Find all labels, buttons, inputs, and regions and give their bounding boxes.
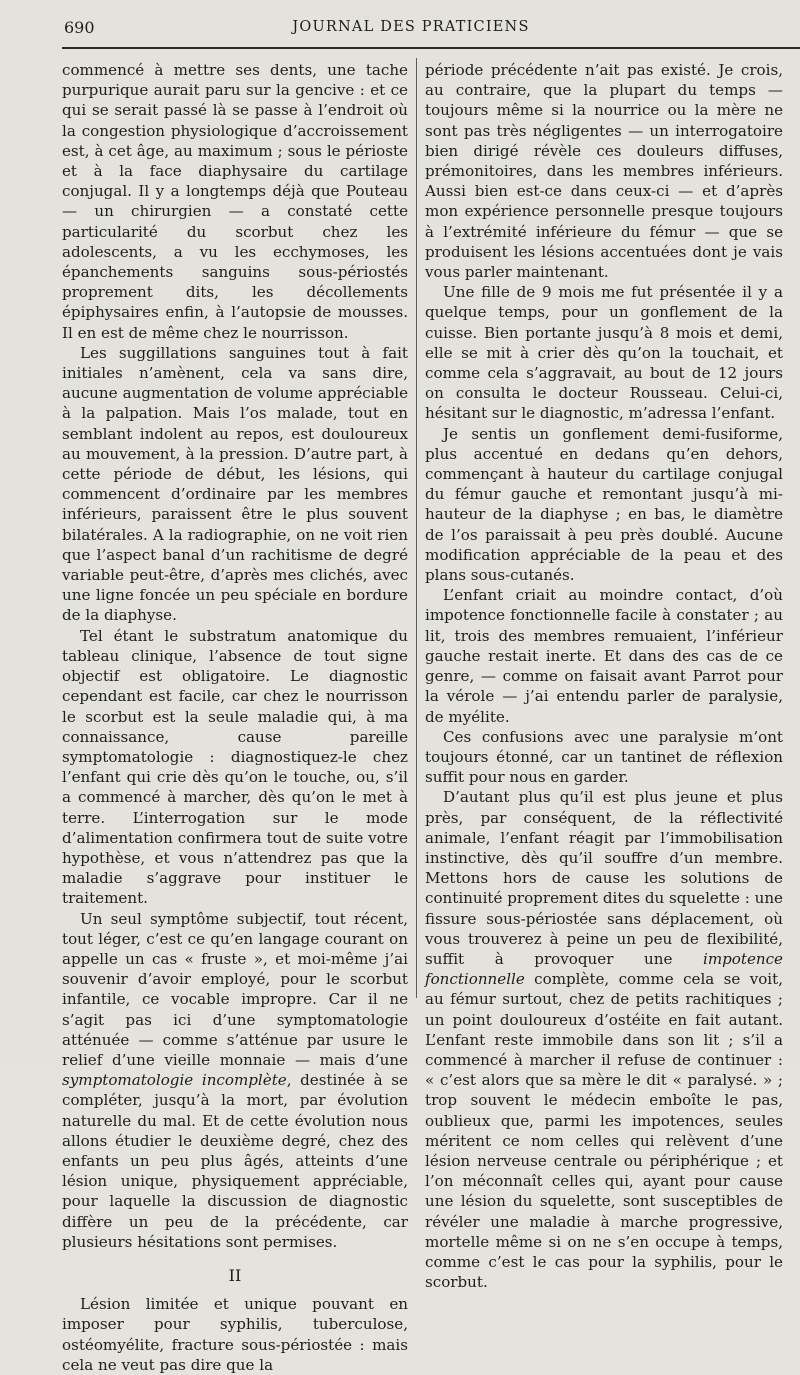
text-run: Un seul symptôme subjectif, tout récent, tout léger, c’est ce qu’en langage courant on appelle un cas « fruste », et moi-même j’ai souvenir d’avoir employé, pour le scorbut infantile, ce vocable impropre. Car il ne s’agit pas ici d’une symptomatologie atténuée — comme s’atténue par usure le relief d’une vieille monnaie — mais d’une	[62, 909, 408, 1069]
paragraph: Les suggillations sanguines tout à fait initiales n’amènent, cela va sans dire, aucune augmentation de volume appréciable à la palpation. Mais l’os malade, tout en semblant indolent au repos, est douloureux au mouvement, à la pression. D’autre part, à cette période de début, les lésions, qui commencent d’ordinaire par les membres inférieurs, paraissent être le plus souvent bilatérales. A la radiographie, on ne voit rien que l’aspect banal d’un rachitisme de degré variable peut-être, d’après mes clichés, avec une ligne foncée un peu spéciale en bordure de la diaphyse.	[62, 343, 408, 625]
paragraph: commencé à mettre ses dents, une tache purpurique aurait paru sur la gencive : et ce qui se serait passé là se passe à l’endroit où la congestion physiologique d’accroissement est, à cet âge, au maximum ; sous le périoste et à la face diaphysaire du cartilage conjugal. Il y a longtemps déjà que Pouteau — un chirurgien — a constaté cette particularité du scorbut chez les adolescents, a vu les ecchymoses, les épanchements sanguins sous-périostés proprement dits, les décollements épiphysaires enfin, à l’autopsie de mousses. Il en est de même chez le nourrisson.	[62, 61, 408, 342]
paragraph	[62, 909, 408, 1252]
journal-title: JOURNAL DES PRATICIENS	[292, 19, 530, 35]
text-run: D’autant plus qu’il est plus jeune et plus près, par conséquent, de la réflectivité animale, l’enfant réagit par l’immobilisation instinctive, dès qu’il souffre d’un membre. Mettons hors de cause les solutions de continuité proprement dites du squelette : une fissure sous-périostée sans déplacement, où vous trouverez à peine un peu de flexibilité, suffit à provoquer une	[425, 788, 783, 968]
paragraph: Une fille de 9 mois me fut présentée il y a quelque temps, pour un gonflement de la cuisse. Bien portante jusqu’à 8 mois et demi, elle se mit à crier dès qu’on la touchait, et comme cela s’aggravait, au bout de 12 jours on consulta le docteur Rousseau. Celui-ci, hésitant sur le diagnostic, m’adressa l’enfant.	[425, 283, 783, 423]
paragraph: L’enfant criait au moindre contact, d’où impotence fonctionnelle facile à constater ; au lit, trois des membres remuaient, l’inférieur gauche restait inerte. Et dans des cas de ce genre, — comme on faisait avant Parrot pour la vérole — j’ai entendu parler de paralysie, de myélite.	[425, 586, 783, 726]
text-run: , destinée à se compléter, jusqu’à la mort, par évolution naturelle du mal. Et de cette évolution nous allons étudier le deuxième degré, chez des enfants un peu plus âgés, atteints d’une lésion unique, physiquement appréciable, pour laquelle la discussion de diagnostic diffère un peu de la précédente, car plusieurs hésitations sont permises.	[62, 1071, 408, 1251]
text-run: complète, comme cela se voit, au fémur surtout, chez de petits rachitiques ; un point douloureux d’ostéite en fait autant. L’enfant reste immobile dans son lit ; s’il a commencé à marcher il refuse de continuer : « c’est alors que sa mère le dit « paralysé. » ; trop souvent le médecin emboîte le pas, oublieux que, parmi les impotences, seules méritent ce nom celles qui relèvent d’une lésion nerveuse centrale ou périphérique ; et l’on méconnaît celles qui, ayant pour cause une lésion du squelette, sont susceptibles de révéler une maladie à marche progressive, mortelle même si on ne s’en occupe à temps, comme c’est le cas pour la syphilis, pour le scorbut.	[425, 970, 783, 1292]
paragraph	[425, 787, 783, 1292]
section-number: II	[228, 1265, 242, 1285]
left-column	[62, 60, 408, 1375]
paragraph: Je sentis un gonflement demi-fusiforme, plus accentué en dedans qu’en dehors, commençant à hauteur du cartilage conjugal du fémur gauche et remontant jusqu’à mi-hauteur de la diaphyse ; en bas, le diamètre de l’os paraissait à peu près doublé. Aucune modification appréciable de la peau et des plans sous-cutanés.	[425, 424, 783, 585]
italic-term: impotence fonctionnelle	[425, 949, 783, 989]
column-divider	[416, 58, 417, 998]
header-rule	[62, 47, 800, 49]
page-header	[62, 18, 760, 40]
italic-term: symptomatologie incomplète	[62, 1071, 287, 1090]
page-number: 690	[64, 18, 95, 37]
paragraph: Tel étant le substratum anatomique du tableau clinique, l’absence de tout signe objectif est obligatoire. Le diagnostic cependant est facile, car chez le nourrisson le scorbut est la seule maladie qui, à ma connaissance, cause pareille symptomatologie : diagnostiquez-le chez l’enfant qui crie dès qu’on le touche, ou, s’il a commencé à marcher, dès qu’on le met à terre. L’interrogation sur le mode d’alimentation confirmera tout de suite votre hypothèse, et vous n’attendrez pas que la maladie s’aggrave pour instituer le traitement.	[62, 626, 408, 908]
right-column	[425, 60, 783, 1292]
paragraph: période précédente n’ait pas existé. Je crois, au contraire, que la plupart du temps — toujours même si la nourrice ou la mère ne sont pas très négligentes — un interrogatoire bien dirigé révèle ces douleurs diffuses, prémonitoires, dans les membres inférieurs. Aussi bien est-ce dans ceux-ci — et d’après mon expérience personnelle presque toujours à l’extrémité inférieure du fémur — que se produisent les lésions accentuées dont je vais vous parler maintenant.	[425, 61, 783, 282]
paragraph: Ces confusions avec une paralysie m’ont toujours étonné, car un tantinet de réflexion suffit pour nous en garder.	[425, 727, 783, 787]
paragraph: Lésion limitée et unique pouvant en imposer pour syphilis, tuberculose, ostéomyélite, fracture sous-périostée : mais cela ne veut pas dire que la	[62, 1295, 408, 1374]
